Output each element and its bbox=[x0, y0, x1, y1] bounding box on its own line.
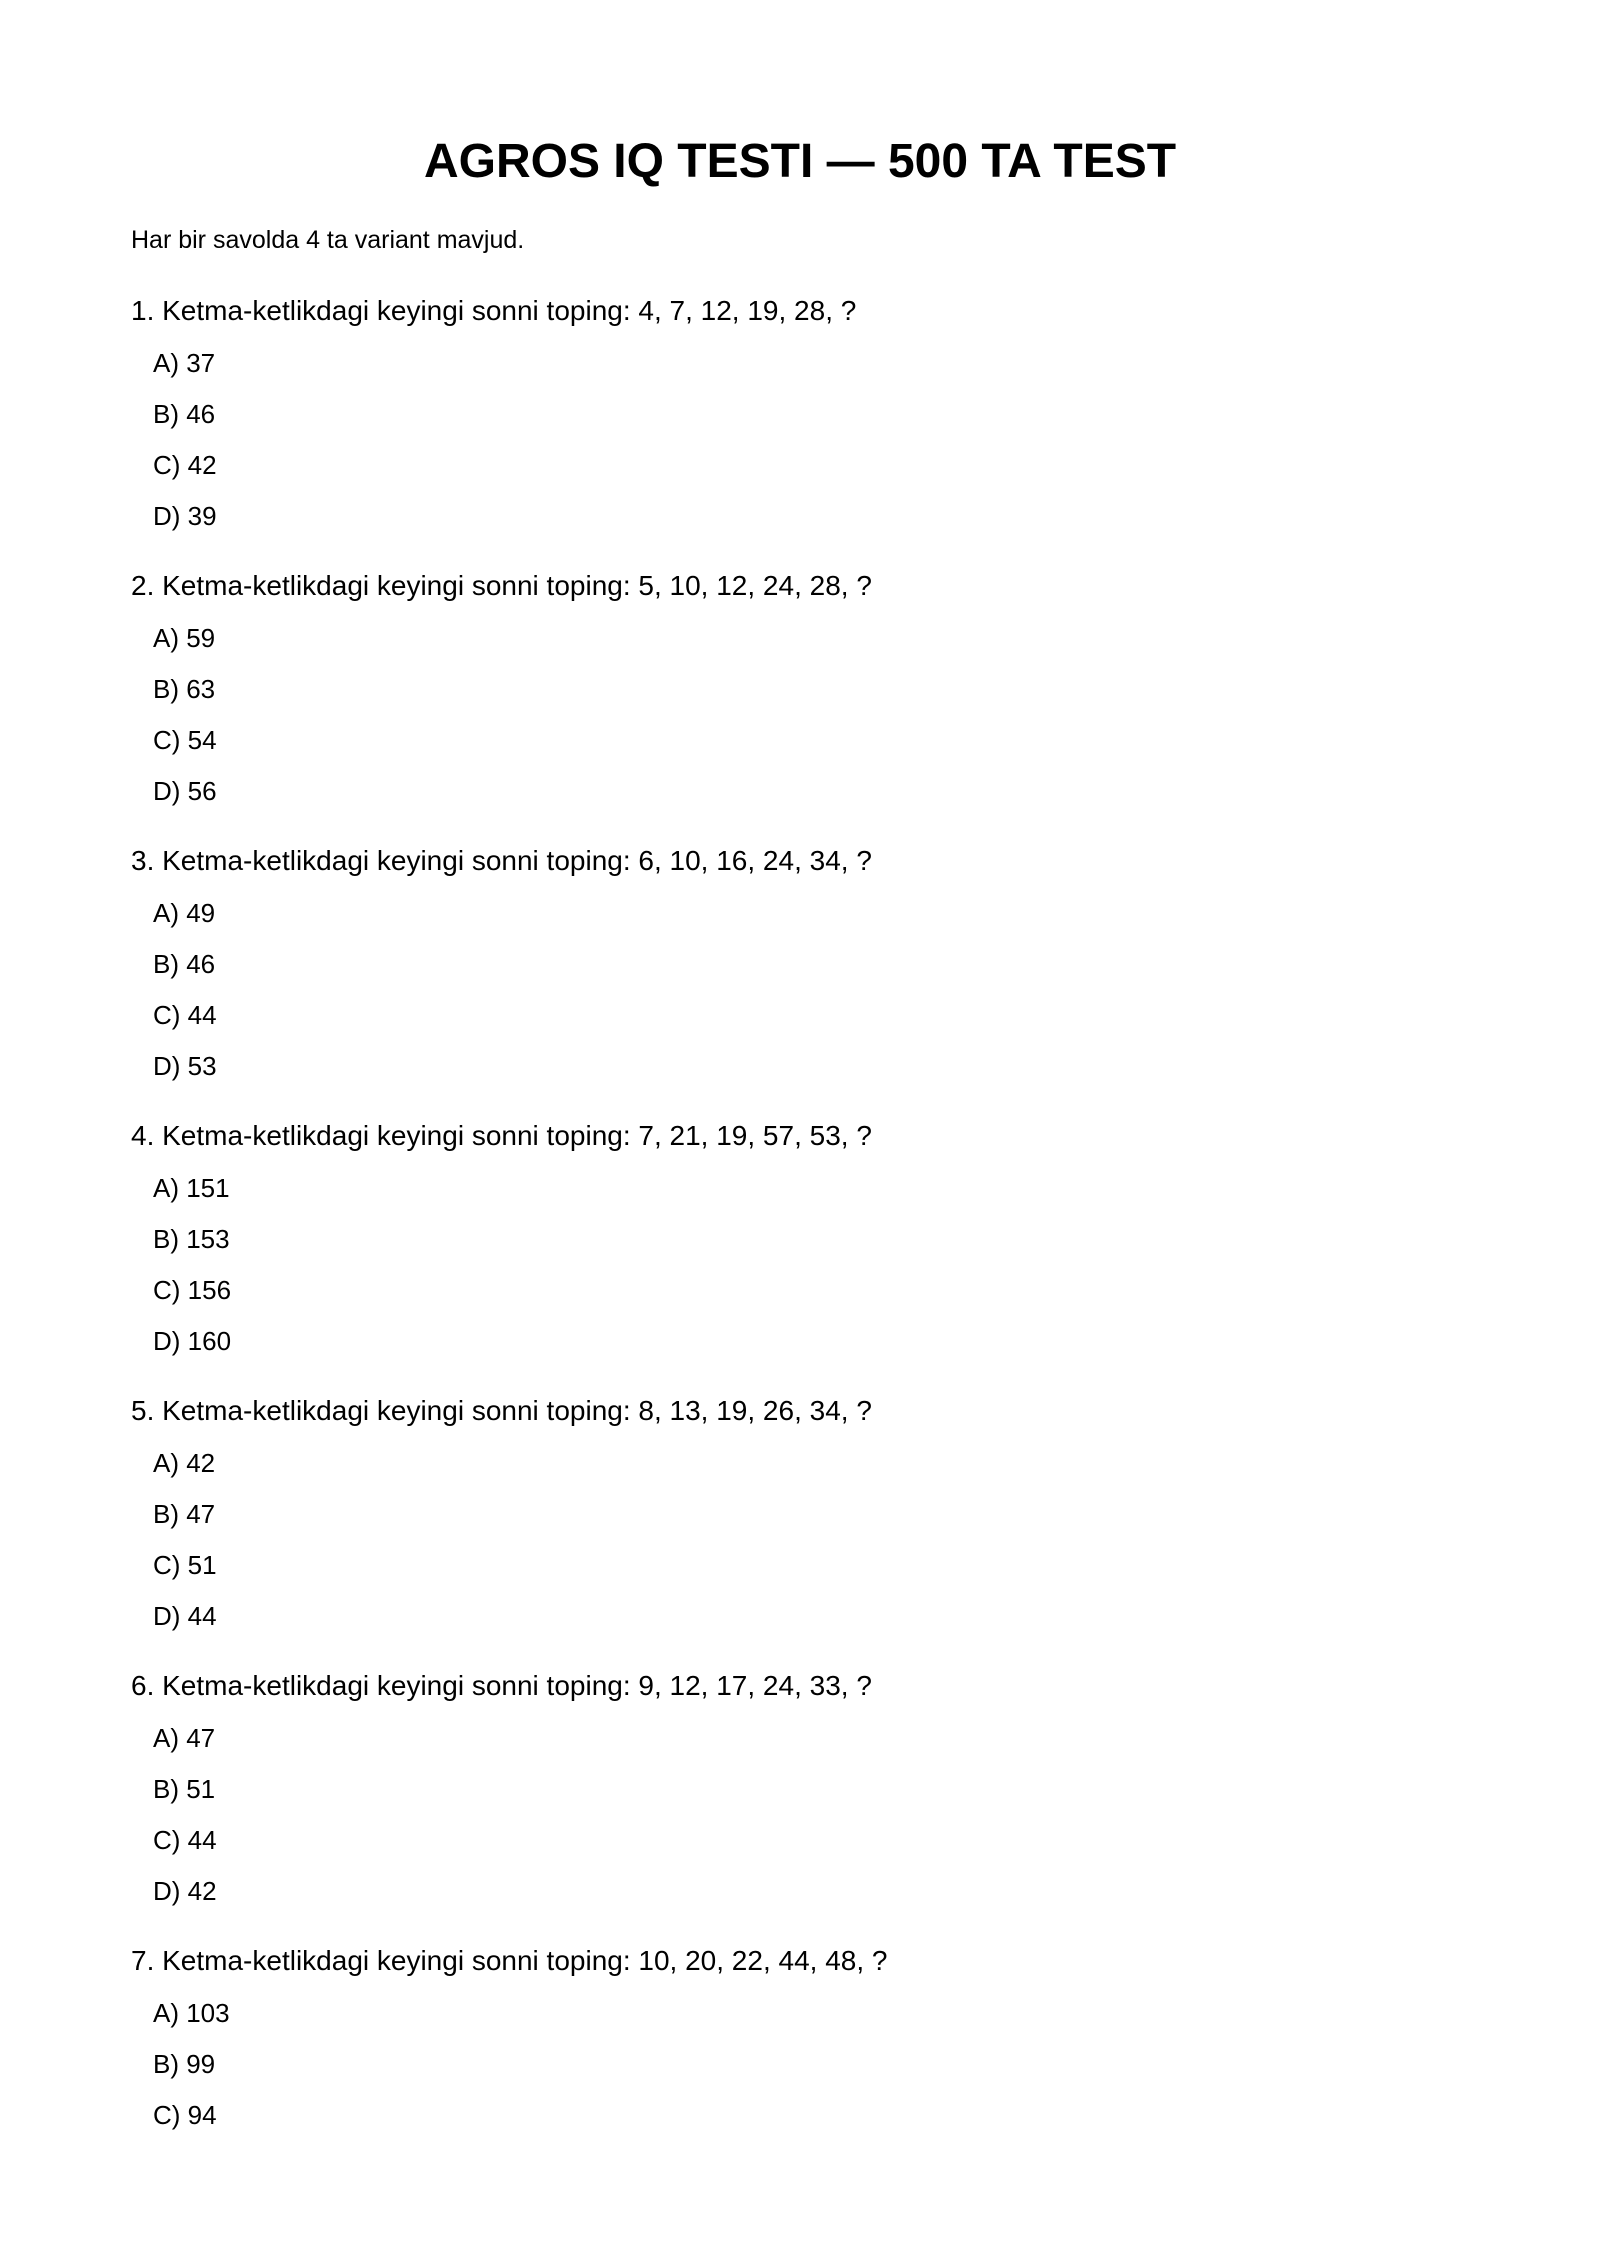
answer-option: A) 47 bbox=[153, 1723, 216, 1753]
answer-option: C) 42 bbox=[153, 450, 217, 480]
answer-option: D) 56 bbox=[153, 776, 217, 806]
answer-option: D) 160 bbox=[153, 1326, 232, 1356]
question-1 bbox=[131, 294, 1471, 569]
answer-option: D) 42 bbox=[153, 1876, 217, 1906]
answer-option: D) 39 bbox=[153, 501, 217, 531]
question-3 bbox=[131, 844, 1471, 1119]
answer-option: B) 46 bbox=[153, 949, 216, 979]
answer-option: A) 37 bbox=[153, 348, 216, 378]
question-text: 4. Ketma-ketlikdagi keyingi sonni toping: 7, 21, 19, 57, 53, ? bbox=[131, 1120, 872, 1151]
answer-option: A) 49 bbox=[153, 898, 216, 928]
question-4 bbox=[131, 1119, 1471, 1394]
answer-option: C) 54 bbox=[153, 725, 217, 755]
question-6 bbox=[131, 1669, 1471, 1944]
question-5 bbox=[131, 1394, 1471, 1669]
answer-option: C) 44 bbox=[153, 1000, 217, 1030]
answer-option: A) 42 bbox=[153, 1448, 216, 1478]
intro-text: Har bir savolda 4 ta variant mavjud. bbox=[131, 226, 525, 254]
answer-option: B) 99 bbox=[153, 2049, 216, 2079]
page-title: AGROS IQ TESTI — 500 TA TEST bbox=[423, 135, 1177, 188]
answer-option: A) 103 bbox=[153, 1998, 230, 2028]
question-text: 1. Ketma-ketlikdagi keyingi sonni toping: 4, 7, 12, 19, 28, ? bbox=[131, 295, 857, 326]
answer-option: C) 156 bbox=[153, 1275, 232, 1305]
answer-option: A) 151 bbox=[153, 1173, 230, 1203]
answer-option: A) 59 bbox=[153, 623, 216, 653]
question-text: 6. Ketma-ketlikdagi keyingi sonni toping: 9, 12, 17, 24, 33, ? bbox=[131, 1670, 872, 1701]
answer-option: B) 51 bbox=[153, 1774, 216, 1804]
answer-option: C) 51 bbox=[153, 1550, 217, 1580]
answer-option: B) 46 bbox=[153, 399, 216, 429]
answer-option: D) 44 bbox=[153, 1601, 217, 1631]
answer-option: B) 63 bbox=[153, 674, 216, 704]
answer-option: D) 53 bbox=[153, 1051, 217, 1081]
answer-option: B) 153 bbox=[153, 1224, 230, 1254]
answer-option: C) 94 bbox=[153, 2100, 217, 2130]
question-text: 2. Ketma-ketlikdagi keyingi sonni toping: 5, 10, 12, 24, 28, ? bbox=[131, 570, 872, 601]
answer-option: C) 44 bbox=[153, 1825, 217, 1855]
question-7 bbox=[131, 1944, 1471, 2219]
question-text: 3. Ketma-ketlikdagi keyingi sonni toping: 6, 10, 16, 24, 34, ? bbox=[131, 845, 872, 876]
question-2 bbox=[131, 569, 1471, 844]
question-text: 7. Ketma-ketlikdagi keyingi sonni toping: 10, 20, 22, 44, 48, ? bbox=[131, 1945, 888, 1976]
question-text: 5. Ketma-ketlikdagi keyingi sonni toping: 8, 13, 19, 26, 34, ? bbox=[131, 1395, 872, 1426]
answer-option: B) 47 bbox=[153, 1499, 216, 1529]
question-list bbox=[131, 294, 1471, 2219]
